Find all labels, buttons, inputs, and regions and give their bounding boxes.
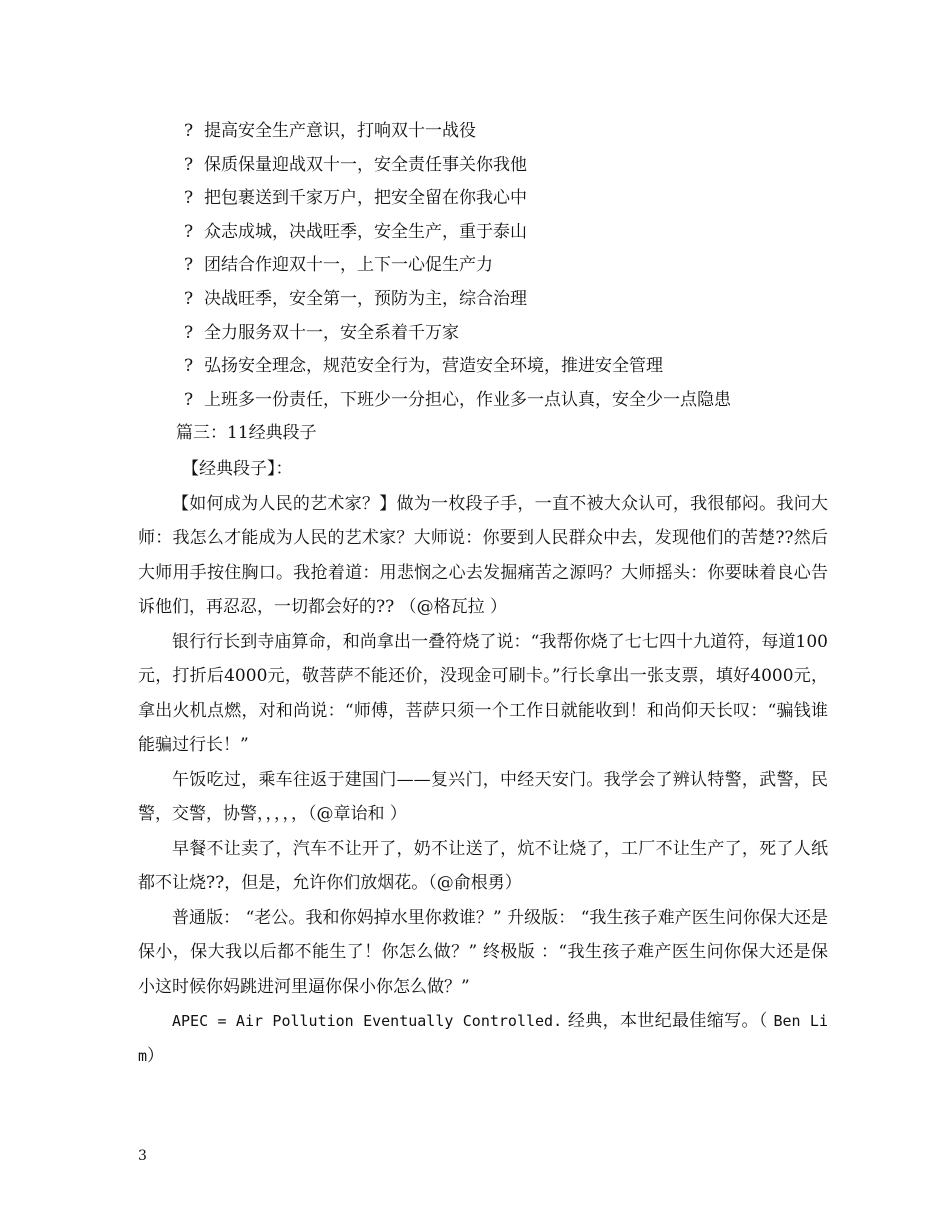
- apec-author: Ben Lim: [138, 1012, 828, 1065]
- bullet-mark: ?: [184, 389, 194, 410]
- list-item-text: 全力服务双十一，安全系着千万家: [204, 322, 459, 343]
- list-item-text: 保质保量迎战双十一，安全责任事关你我他: [204, 154, 527, 175]
- paragraph: 早餐不让卖了，汽车不让开了，奶不让送了，炕不让烧了，工厂不让生产了，死了人纸都不让烧??，但是，允许你们放烟花。（@俞根勇）: [138, 838, 828, 894]
- apec-closing: ）: [147, 1045, 165, 1066]
- bullet-mark: ?: [184, 221, 194, 242]
- sub-heading: 【经典段子】：: [182, 458, 293, 479]
- bullet-mark: ?: [184, 188, 194, 209]
- paragraph: 银行行长到寺庙算命，和尚拿出一叠符烧了说：“我帮你烧了七七四十九道符，每道100元，打折后4000元，敬菩萨不能还价，没现金可刷卡。”行长拿出一张支票，填好4000元，拿出火机点燃，对和尚说：“师傅，菩萨只须一个工作日就能收到！和尚仰天长叹：“骗钱谁能骗过行长！”: [138, 631, 828, 756]
- list-item: [184, 384, 828, 418]
- bullet-mark: ?: [184, 356, 194, 377]
- list-item-text: 团结合作迎双十一，上下一心促生产力: [204, 255, 493, 276]
- bullet-mark: ?: [184, 154, 194, 175]
- paragraph: 普通版： “老公。我和你妈掉水里你救谁？” 升级版： “我生孩子难产医生问你保大还是保小，保大我以后都不能生了！你怎么做？” 终极版 ：“我生孩子难产医生问你保大还是保小这时候你妈跳进河里逼你保小你怎么做？”: [138, 907, 828, 997]
- bullet-mark: ?: [184, 121, 194, 141]
- list-item: [184, 216, 828, 250]
- list-item-text: 提高安全生产意识，打响双十一战役: [204, 121, 476, 141]
- list-item: [184, 249, 828, 283]
- list-item: [184, 317, 828, 351]
- apec-expansion: APEC = Air Pollution Eventually Controlled.: [172, 1012, 563, 1031]
- list-item-text: 把包裹送到千家万户，把安全留在你我心中: [204, 188, 527, 209]
- list-item: [184, 149, 828, 183]
- list-item-text: 决战旺季，安全第一，预防为主，综合治理: [204, 288, 527, 309]
- list-item: [184, 350, 828, 384]
- list-item-text: 上班多一份责任，下班少一分担心，作业多一点认真，安全少一点隐患: [204, 389, 731, 410]
- bullet-mark: ?: [184, 255, 194, 276]
- list-item: [184, 182, 828, 216]
- paragraph-apec: [138, 1004, 828, 1073]
- list-item-text: 弘扬安全理念，规范安全行为，营造安全环境，推进安全管理: [204, 356, 663, 377]
- bullet-mark: ?: [184, 322, 194, 343]
- section-heading: 篇三：11经典段子: [176, 423, 317, 444]
- document-content: [138, 115, 828, 1073]
- list-item: [184, 115, 828, 149]
- list-item-text: 众志成城，决战旺季，安全生产，重于泰山: [204, 221, 527, 242]
- paragraph: 【如何成为人民的艺术家？】做为一枚段子手，一直不被大众认可，我很郁闷。我问大师：我怎么才能成为人民的艺术家？大师说：你要到人民群众中去，发现他们的苦楚??然后大师用手按住胸口。我抢着道：用悲悯之心去发掘痛苦之源吗？大师摇头：你要昧着良心告诉他们，再忍忍，一切都会好的?? （@格瓦拉 ）: [138, 493, 828, 618]
- slogan-list: [138, 115, 828, 417]
- list-item: [184, 283, 828, 317]
- apec-comment: 经典，本世纪最佳缩写。（: [562, 1011, 774, 1032]
- page-number: 3: [138, 1148, 147, 1164]
- bullet-mark: ?: [184, 288, 194, 309]
- paragraph: 午饭吃过，乘车往返于建国门——复兴门，中经天安门。我学会了辨认特警，武警，民警，交警，协警，，，，，（@章诒和 ）: [138, 769, 828, 825]
